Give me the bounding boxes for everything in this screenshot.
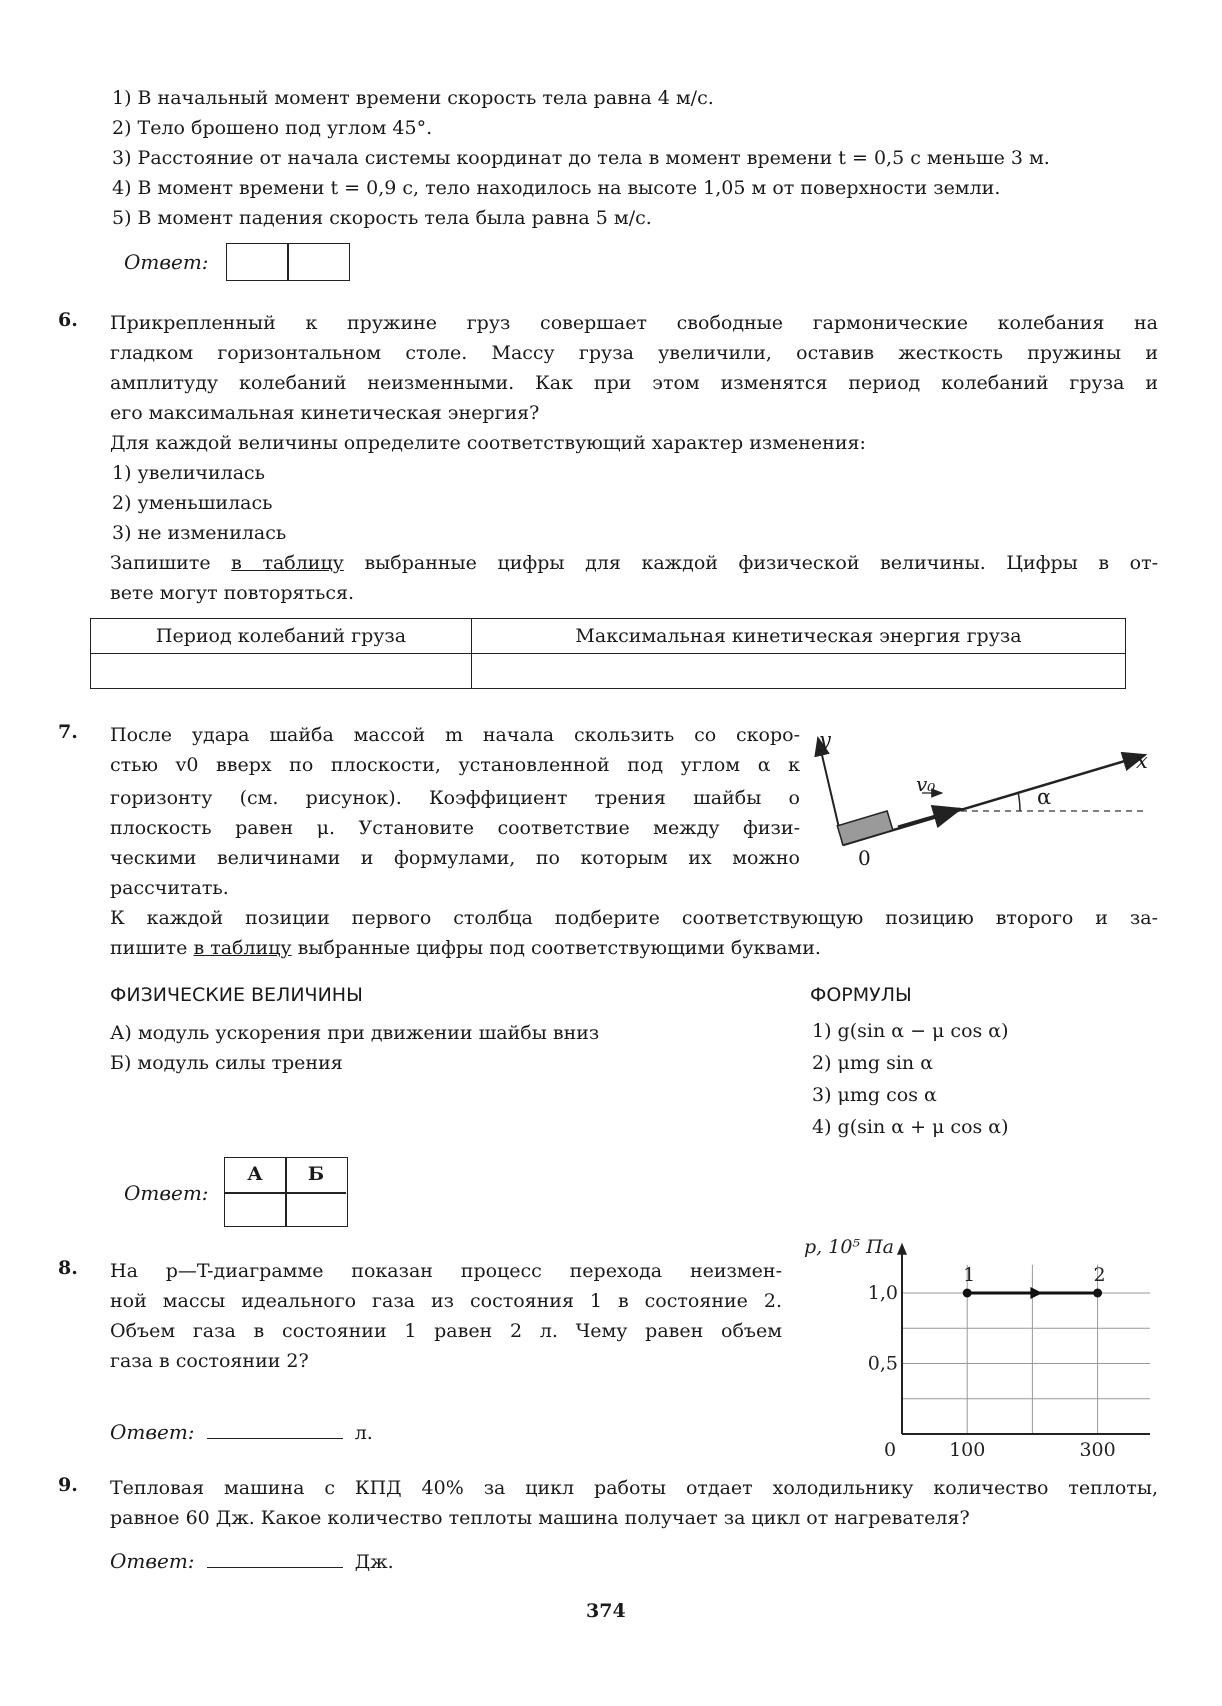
q5-option-2: 2) Тело брошено под углом 45°. [112,117,433,139]
q7-text-line-4: плоскость равен μ. Установите соответствие между физи- [110,817,800,839]
q8-number: 8. [58,1257,78,1279]
q6-instruction-line-2: вете могут повторяться. [110,582,355,604]
q8-answer-label: Ответ: [110,1420,195,1444]
q6-instr-post: выбранные цифры для каждой физической величины. Цифры в от- [343,552,1158,574]
q6-text-line-4: его максимальная кинетическая энергия? [110,402,540,424]
q6-option-3: 3) не изменилась [112,522,287,544]
page-number: 374 [586,1600,626,1622]
fig-v0-label: v₀ [916,772,936,796]
q7-instr-underlined: в таблицу [193,937,292,959]
q9-answer-label: Ответ: [110,1549,195,1573]
q8-text-line-1: На p—T-диаграмме показан процесс перехода неизмен- [110,1260,782,1282]
q6-text-line-2: гладком горизонтальном столе. Массу груза увеличили, оставив жесткость пружины и [110,342,1158,364]
q7-instr-post: выбранные цифры под соответствующими буквами. [291,937,821,959]
q7-number: 7. [58,721,78,743]
q6-instr-underlined: в таблицу [231,552,344,574]
q7-answer-cell-a[interactable] [225,1194,285,1226]
q7-text-line-1: После удара шайба массой m начала скользить со скоро- [110,724,800,746]
chart-axes [897,1243,1150,1439]
puck-block [837,811,893,845]
y-tick-label-0: 0,5 [867,1352,898,1375]
q7-col1-title: ФИЗИЧЕСКИЕ ВЕЛИЧИНЫ [110,984,363,1006]
q6-answer-cell-period[interactable] [91,654,472,689]
state-label-2: 2 [1093,1264,1106,1286]
q9-unit: Дж. [354,1551,394,1573]
q6-text-line-1: Прикрепленный к пружине груз совершает свободные гармонические колебания на [110,312,1158,334]
q7-text-line-5: ческими величинами и формулами, по которым их можно [110,847,800,869]
q8-answer-blank[interactable] [207,1418,343,1439]
q5-option-3: 3) Расстояние от начала системы координат до тела в момент времени t = 0,5 с меньше 3 м. [112,147,1050,169]
q7-answer-cell-b[interactable] [286,1194,346,1226]
q7-text-line-3: горизонту (см. рисунок). Коэффициент трения шайбы о [110,787,800,809]
q7-text-line-2: стью v0 вверх по плоскости, установленной под углом α к [110,754,800,776]
q8-answer-line [110,1418,373,1448]
x-tick-label-300: 300 [1079,1439,1116,1456]
q7-formula-4: 4) g(sin α + μ cos α) [812,1116,1009,1138]
q7-instruction-line-2 [110,934,821,963]
q7-instruction-line-1: К каждой позиции первого столбца подберите соответствующую позицию второго и за- [110,907,1158,929]
y-axis-arrow [897,1243,907,1255]
process-arrow-0-0 [1030,1287,1042,1299]
q5-option-1: 1) В начальный момент времени скорость тела равна 4 м/с. [112,87,714,109]
q7-instr-pre: пишите [110,937,194,959]
q9-answer-blank[interactable] [207,1547,343,1568]
velocity-vector [898,809,960,827]
q6-answer-cell-energy[interactable] [472,654,1126,689]
state-point-1 [963,1289,972,1298]
q8-text-line-4: газа в состоянии 2? [110,1350,309,1372]
q5-option-4: 4) В момент времени t = 0,9 с, тело находилось на высоте 1,05 м от поверхности земли. [112,177,1001,199]
q7-answer-label: Ответ: [124,1181,209,1205]
q5-answer-divider [287,244,289,280]
chart-series [963,1287,1102,1299]
q9-answer-line [110,1547,394,1577]
q6-text-line-3: амплитуду колебаний неизменными. Как при этом изменятся период колебаний груза и [110,372,1158,394]
q6-answer-table [90,618,1126,689]
state-label-1: 1 [963,1264,976,1286]
q7-formula-1: 1) g(sin α − μ cos α) [812,1020,1009,1042]
y-axis-title: p, 10⁵ Па [804,1236,894,1258]
q7-answer-table [224,1157,348,1227]
fig-origin-label: 0 [858,846,871,870]
fig-x-label: x [1136,749,1148,773]
q7-quantity-a: А) модуль ускорения при движении шайбы вниз [110,1022,600,1044]
q6-option-1: 1) увеличилась [112,462,266,484]
q7-formula-2: 2) μmg sin α [812,1052,934,1074]
q6-header-period: Период колебаний груза [91,619,472,654]
q7-col2-title: ФОРМУЛЫ [810,984,912,1006]
q8-text-line-2: ной массы идеального газа из состояния 1 в состояние 2. [110,1290,782,1312]
angle-arc [1018,792,1020,811]
q8-pt-chart [790,1236,1150,1456]
q6-instruction-line-1 [110,549,1158,578]
chart-grid [902,1265,1150,1434]
fig-y-label: y [819,728,831,752]
q7-answer-col-a: А [247,1163,263,1185]
q9-text-line-1: Тепловая машина с КПД 40% за цикл работы отдает холодильнику количество теплоты, [110,1477,1158,1499]
q7-quantity-b: Б) модуль силы трения [110,1052,343,1074]
q5-answer-box[interactable] [226,243,350,281]
q6-option-2: 2) уменьшилась [112,492,273,514]
q6-text-line-5: Для каждой величины определите соответствующий характер изменения: [110,432,866,454]
fig-alpha-label: α [1037,785,1052,809]
state-point-2 [1093,1289,1102,1298]
q5-option-5: 5) В момент падения скорость тела была равна 5 м/с. [112,207,652,229]
q7-answer-col-b: Б [307,1163,325,1185]
x-tick-label-0: 0 [883,1439,897,1456]
q5-answer-label: Ответ: [124,250,209,274]
q8-unit: л. [354,1422,373,1444]
q6-header-energy: Максимальная кинетическая энергия груза [472,619,1126,654]
chart-labels [804,1236,1150,1456]
q6-instr-pre: Запишите [110,552,232,574]
x-tick-label-100: 100 [949,1439,986,1456]
q9-number: 9. [58,1474,78,1496]
q7-text-line-6: рассчитать. [110,877,229,899]
q8-text-line-3: Объем газа в состоянии 1 равен 2 л. Чему равен объем [110,1320,782,1342]
y-tick-label-1: 1,0 [867,1282,898,1304]
q9-text-line-2: равное 60 Дж. Какое количество теплоты машина получает за цикл от нагревателя? [110,1507,970,1529]
q7-formula-3: 3) μmg cos α [812,1084,937,1106]
q6-number: 6. [58,309,78,331]
